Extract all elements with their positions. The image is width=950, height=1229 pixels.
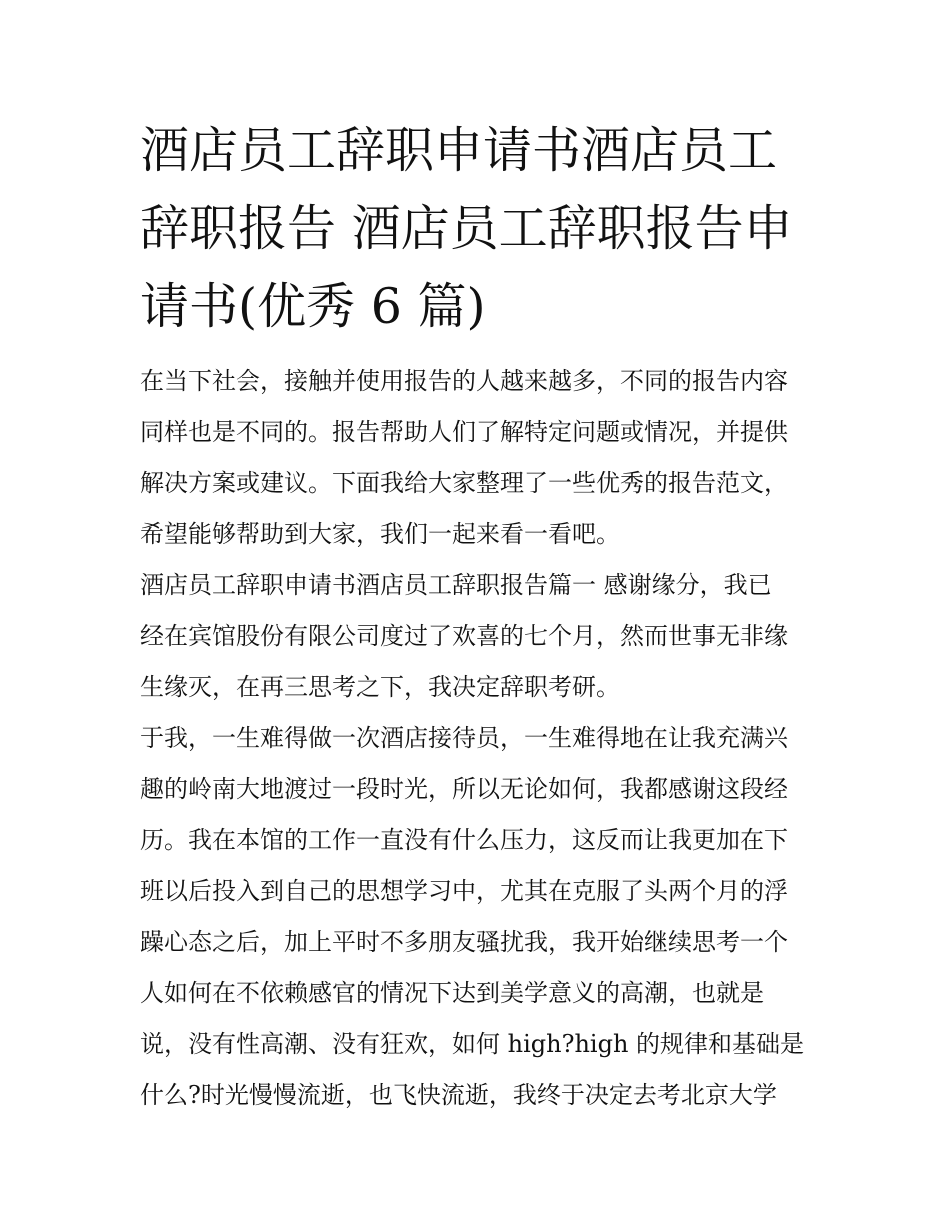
document-title	[140, 112, 812, 346]
text-line: 人如何在不依赖感官的情况下达到美学意义的高潮，也就是	[140, 979, 764, 1007]
text-line: 躁心态之后，加上平时不多朋友骚扰我，我开始继续思考一个	[140, 928, 788, 956]
text-line: 历。我在本馆的工作一直没有什么压力，这反而让我更加在下	[140, 826, 788, 854]
title-line-3: 请书(优秀 6 篇)	[140, 278, 486, 335]
document-body	[140, 356, 812, 1121]
text-line: 经在宾馆股份有限公司度过了欢喜的七个月，然而世事无非缘	[140, 622, 788, 650]
title-line-1: 酒店员工辞职申请书酒店员工	[140, 122, 778, 179]
paragraph-intro	[140, 356, 812, 560]
text-line: 说，没有性高潮、没有狂欢，如何 high?high 的规律和基础是	[140, 1030, 805, 1058]
text-line: 同样也是不同的。报告帮助人们了解特定问题或情况，并提供	[140, 418, 788, 446]
text-line: 班以后投入到自己的思想学习中，尤其在克服了头两个月的浮	[140, 877, 788, 905]
paragraph-article-one-opening	[140, 560, 812, 713]
text-line: 酒店员工辞职申请书酒店员工辞职报告篇一 感谢缘分，我已	[140, 571, 772, 599]
text-line: 什么?时光慢慢流逝，也飞快流逝，我终于决定去考北京大学	[140, 1081, 777, 1109]
text-line: 趣的岭南大地渡过一段时光，所以无论如何，我都感谢这段经	[140, 775, 788, 803]
text-line: 解决方案或建议。下面我给大家整理了一些优秀的报告范文，	[140, 469, 788, 497]
title-line-2: 辞职报告 酒店员工辞职报告申	[140, 200, 793, 257]
text-line: 在当下社会，接触并使用报告的人越来越多，不同的报告内容	[140, 367, 788, 395]
text-line: 希望能够帮助到大家，我们一起来看一看吧。	[140, 520, 620, 548]
document-page	[140, 112, 812, 1121]
text-line: 生缘灭，在再三思考之下，我决定辞职考研。	[140, 673, 620, 701]
paragraph-article-one-body	[140, 713, 812, 1121]
text-line: 于我，一生难得做一次酒店接待员，一生难得地在让我充满兴	[140, 724, 788, 752]
